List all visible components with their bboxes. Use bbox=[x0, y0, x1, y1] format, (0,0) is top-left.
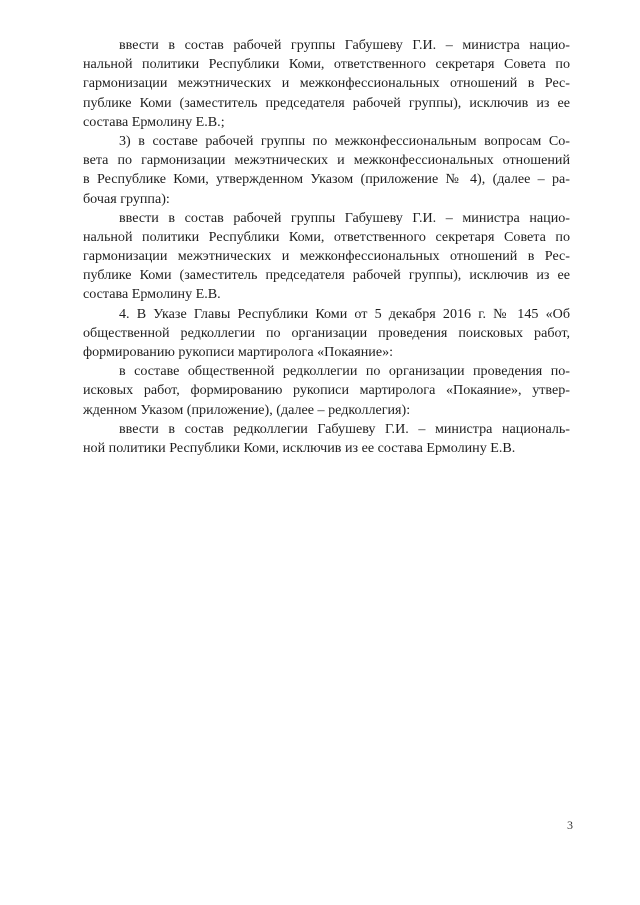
page-number: 3 bbox=[567, 818, 573, 832]
text-line: нальной политики Республики Коми, ответственного секретаря Совета по bbox=[83, 228, 570, 245]
text-line: состава Ермолину Е.В.; bbox=[83, 113, 225, 130]
text-line: вета по гармонизации межэтнических и межконфессиональных отношений bbox=[83, 152, 570, 169]
text-line: 3) в составе рабочей группы по межконфессиональным вопросам Со- bbox=[119, 132, 570, 149]
text-line: ввести в состав рабочей группы Габушеву Г.И. – министра нацио- bbox=[119, 37, 570, 53]
text-line: ной политики Республики Коми, исключив из ее состава Ермолину Е.В. bbox=[83, 439, 516, 456]
text-line: в Республике Коми, утвержденном Указом (приложение № 4), (далее – ра- bbox=[83, 171, 570, 188]
text-line: бочая группа): bbox=[83, 190, 170, 207]
text-line: публике Коми (заместитель председателя рабочей группы), исключив из ее bbox=[83, 94, 570, 111]
text-line: гармонизации межэтнических и межконфессиональных отношений в Рес- bbox=[83, 248, 570, 265]
text-line: жденном Указом (приложение), (далее – редколлегия): bbox=[83, 401, 411, 418]
text-line: исковых работ, формированию рукописи мартиролога «Покаяние», утвер- bbox=[83, 382, 570, 399]
text-line: ввести в состав редколлегии Габушеву Г.И. – министра националь- bbox=[119, 420, 570, 437]
text-line: 4. В Указе Главы Республики Коми от 5 декабря 2016 г. № 145 «Об bbox=[119, 305, 570, 322]
text-line: публике Коми (заместитель председателя рабочей группы), исключив из ее bbox=[83, 267, 570, 284]
text-line: гармонизации межэтнических и межконфессиональных отношений в Рес- bbox=[83, 75, 570, 92]
text-line: состава Ермолину Е.В. bbox=[83, 286, 221, 303]
text-line: формированию рукописи мартиролога «Покаяние»: bbox=[83, 344, 394, 360]
document-body bbox=[83, 36, 570, 458]
text-line: в составе общественной редколлегии по организации проведения по- bbox=[119, 363, 570, 380]
text-line: нальной политики Республики Коми, ответственного секретаря Совета по bbox=[83, 56, 570, 73]
text-line: общественной редколлегии по организации проведения поисковых работ, bbox=[83, 324, 570, 341]
text-line: ввести в состав рабочей группы Габушеву Г.И. – министра нацио- bbox=[119, 209, 570, 226]
